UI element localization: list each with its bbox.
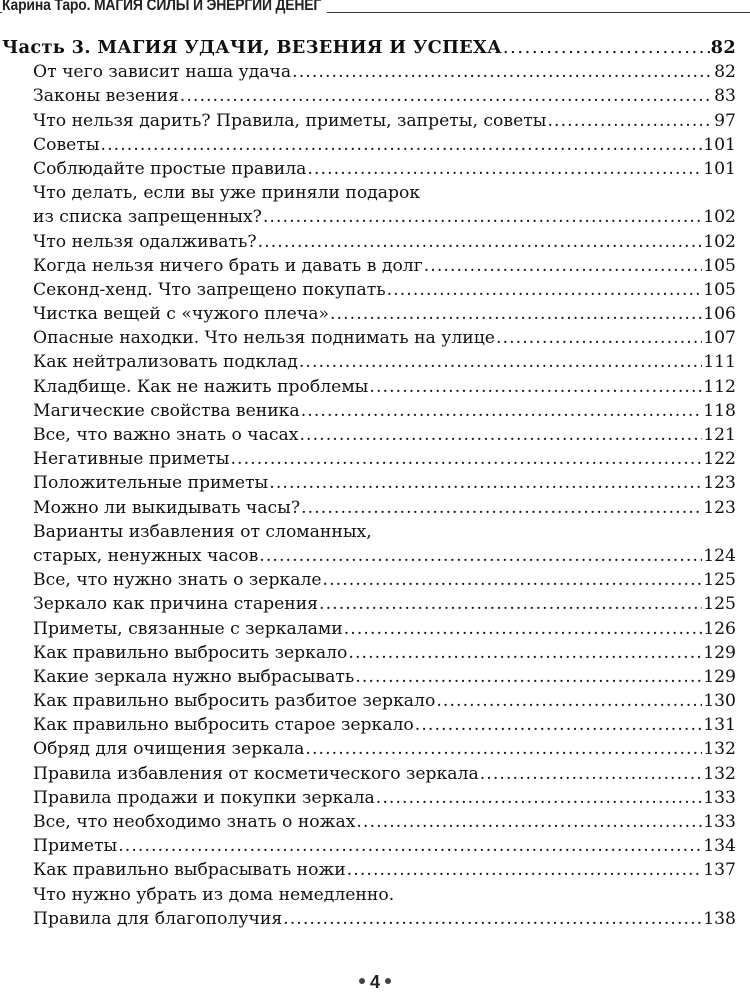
toc-entry [0, 568, 750, 592]
toc-entry-page: 118 [703, 400, 736, 421]
toc-entry-title: Приметы [33, 836, 118, 857]
toc-leader-dots [480, 762, 702, 786]
toc-leader-dots [503, 36, 710, 60]
toc-entry-page: 123 [703, 497, 736, 518]
toc-entry-title: Что нельзя одалживать? [33, 231, 257, 252]
toc-entry-page: 129 [703, 666, 736, 687]
toc-entry-title: Как правильно выбрасывать ножи [33, 860, 346, 881]
toc-entry [0, 230, 750, 254]
toc-entry [0, 84, 750, 108]
toc-entry [0, 399, 750, 423]
toc-entry-title: Как правильно выбросить зеркало [33, 642, 348, 663]
toc-entry [0, 375, 750, 399]
toc-entry-title-continued: старых, ненужных часов [33, 545, 259, 566]
toc-leader-dots [369, 375, 702, 399]
toc-leader-dots [387, 278, 703, 302]
toc-entry-title: Негативные приметы [33, 449, 230, 470]
toc-entry-title: Законы везения [33, 86, 179, 107]
toc-leader-dots [424, 254, 702, 278]
toc-leader-dots [118, 834, 702, 858]
toc-entry-page: 125 [703, 594, 736, 615]
toc-entry-page: 105 [703, 255, 736, 276]
toc-leader-dots [258, 230, 703, 254]
toc-leader-dots [269, 471, 702, 495]
toc-entry-page: 107 [703, 328, 736, 349]
toc-entry-page: 112 [703, 376, 736, 397]
toc-leader-dots [436, 689, 702, 713]
toc-entry-title: Все, что нужно знать о зеркале [33, 570, 322, 591]
toc-leader-dots [101, 133, 703, 157]
toc-entry-title: Секонд-хенд. Что запрещено покупать [33, 279, 386, 300]
toc-entry-title: Что делать, если вы уже приняли подарок [33, 183, 421, 204]
toc-entry [0, 205, 750, 229]
toc-entry-page: 106 [703, 304, 736, 325]
toc-entry-title: Как правильно выбросить разбитое зеркало [33, 691, 436, 712]
toc-entry-title: Что нужно убрать из дома немедленно. [33, 884, 395, 905]
footer-left-dot [359, 978, 365, 984]
toc-entry-page: 130 [703, 691, 736, 712]
toc-entry [0, 302, 750, 326]
toc-leader-dots [496, 326, 702, 350]
toc-entry [0, 109, 750, 133]
toc-entry [0, 834, 750, 858]
footer-right-dot [385, 978, 391, 984]
running-title: Карина Таро. МАГИЯ СИЛЫ И ЭНЕРГИИ ДЕНЕГ [2, 0, 327, 15]
toc-entry-title: Что нельзя дарить? Правила, приметы, запреты, советы [33, 110, 547, 131]
toc-entry-page: 83 [714, 86, 736, 107]
toc-entry-title: Когда нельзя ничего брать и давать в долг [33, 255, 423, 276]
toc-leader-dots [180, 84, 713, 108]
toc-entry-page: 131 [703, 715, 736, 736]
toc-entry [0, 713, 750, 737]
toc-leader-dots [319, 592, 702, 616]
toc-leader-dots [356, 810, 702, 834]
toc-entry-page: 97 [714, 110, 736, 131]
toc-leader-dots [415, 713, 702, 737]
table-of-contents [0, 36, 750, 931]
toc-entry-title: Соблюдайте простые правила [33, 158, 307, 179]
toc-part-title: Часть 3. МАГИЯ УДАЧИ, ВЕЗЕНИЯ И УСПЕХА [2, 37, 502, 58]
page-footer [0, 972, 750, 996]
toc-entry-page: 134 [703, 836, 736, 857]
toc-entry-title: Все, что необходимо знать о ножах [33, 812, 356, 832]
toc-entry-page: 132 [703, 763, 736, 784]
toc-entry [0, 617, 750, 641]
toc-entry-title: Советы [33, 134, 100, 155]
toc-entry [0, 762, 750, 786]
toc-entry-page: 111 [703, 352, 736, 373]
toc-entry [0, 350, 750, 374]
toc-entry-page: 132 [703, 739, 736, 760]
toc-leader-dots [230, 447, 702, 471]
running-header [0, 0, 750, 22]
toc-entry [0, 326, 750, 350]
toc-entry-title: Все, что важно знать о часах [33, 425, 299, 445]
toc-entry-title: Правила избавления от косметического зеркала [33, 763, 479, 784]
toc-entry [0, 665, 750, 689]
toc-entry [0, 786, 750, 810]
toc-entry-title: Обряд для очищения зеркала [33, 739, 305, 760]
toc-entry [0, 60, 750, 84]
toc-leader-dots [376, 786, 702, 810]
toc-part-heading [0, 36, 750, 60]
toc-entry [0, 592, 750, 616]
toc-entry-page: 138 [703, 908, 736, 929]
toc-leader-dots [330, 302, 702, 326]
toc-entry-page: 102 [703, 231, 736, 252]
toc-entry-page: 133 [703, 812, 736, 832]
toc-entry-page: 121 [703, 425, 736, 445]
toc-entry [0, 254, 750, 278]
toc-leader-dots [259, 544, 702, 568]
toc-leader-dots [263, 205, 702, 229]
toc-entry [0, 907, 750, 931]
toc-entry [0, 737, 750, 761]
toc-leader-dots [344, 617, 702, 641]
toc-entry-page: 124 [703, 545, 736, 566]
toc-entry-page: 82 [714, 62, 736, 83]
toc-entry [0, 689, 750, 713]
toc-entry-title: Варианты избавления от сломанных, [33, 521, 372, 542]
toc-leader-dots [355, 665, 702, 689]
toc-entry-title: Зеркало как причина старения [33, 594, 319, 615]
toc-entry-page: 133 [703, 787, 736, 808]
toc-entry-title: Кладбище. Как не нажить проблемы [33, 376, 369, 397]
toc-entry-title: Правила продажи и покупки зеркала [33, 787, 375, 808]
toc-entry [0, 544, 750, 568]
toc-leader-dots [348, 641, 702, 665]
toc-entry [0, 496, 750, 520]
toc-entry [0, 133, 750, 157]
toc-entry-title-continued: Правила для благополучия [33, 908, 283, 929]
toc-entry-title-continued: из списка запрещенных? [33, 207, 262, 228]
toc-entry [0, 278, 750, 302]
toc-entry-title: От чего зависит наша удача [33, 62, 292, 83]
toc-entry-line1 [0, 520, 750, 544]
toc-entry-title: Какие зеркала нужно выбрасывать [33, 666, 355, 687]
toc-entry-title: Как правильно выбросить старое зеркало [33, 715, 414, 736]
toc-entry [0, 157, 750, 181]
toc-part-page: 82 [710, 37, 736, 58]
toc-entry-line1 [0, 883, 750, 907]
toc-entry-line1 [0, 181, 750, 205]
toc-entry-title: Опасные находки. Что нельзя поднимать на улице [33, 328, 495, 349]
toc-entry-page: 122 [703, 449, 736, 470]
toc-leader-dots [347, 858, 702, 882]
toc-entry-title: Положительные приметы [33, 473, 269, 494]
toc-leader-dots [299, 423, 702, 447]
toc-entry [0, 858, 750, 882]
toc-entry-page: 137 [703, 860, 736, 881]
toc-entry-title: Как нейтрализовать подклад [33, 352, 298, 373]
toc-entry [0, 447, 750, 471]
toc-entry-title: Приметы, связанные с зеркалами [33, 618, 343, 639]
toc-entry-page: 102 [703, 207, 736, 228]
toc-leader-dots [299, 350, 702, 374]
toc-entry-page: 101 [703, 158, 736, 179]
toc-entry-title: Можно ли выкидывать часы? [33, 497, 301, 518]
toc-leader-dots [547, 109, 713, 133]
toc-entry-title: Магические свойства веника [33, 400, 300, 421]
toc-leader-dots [292, 60, 713, 84]
toc-entry [0, 423, 750, 447]
toc-leader-dots [307, 157, 702, 181]
toc-leader-dots [323, 568, 703, 592]
toc-entry-page: 123 [703, 473, 736, 494]
toc-entry [0, 810, 750, 834]
toc-entry-page: 125 [703, 570, 736, 591]
toc-entry [0, 471, 750, 495]
toc-leader-dots [301, 496, 702, 520]
toc-entry [0, 641, 750, 665]
toc-entry-title: Чистка вещей с «чужого плеча» [33, 304, 329, 325]
toc-entry-page: 126 [703, 618, 736, 639]
toc-leader-dots [305, 737, 702, 761]
toc-entry-page: 129 [703, 642, 736, 663]
page-number: 4 [369, 972, 380, 992]
toc-entry-page: 105 [703, 279, 736, 300]
toc-leader-dots [301, 399, 703, 423]
toc-entries [0, 60, 750, 931]
toc-entry-page: 101 [703, 134, 736, 155]
toc-leader-dots [283, 907, 702, 931]
